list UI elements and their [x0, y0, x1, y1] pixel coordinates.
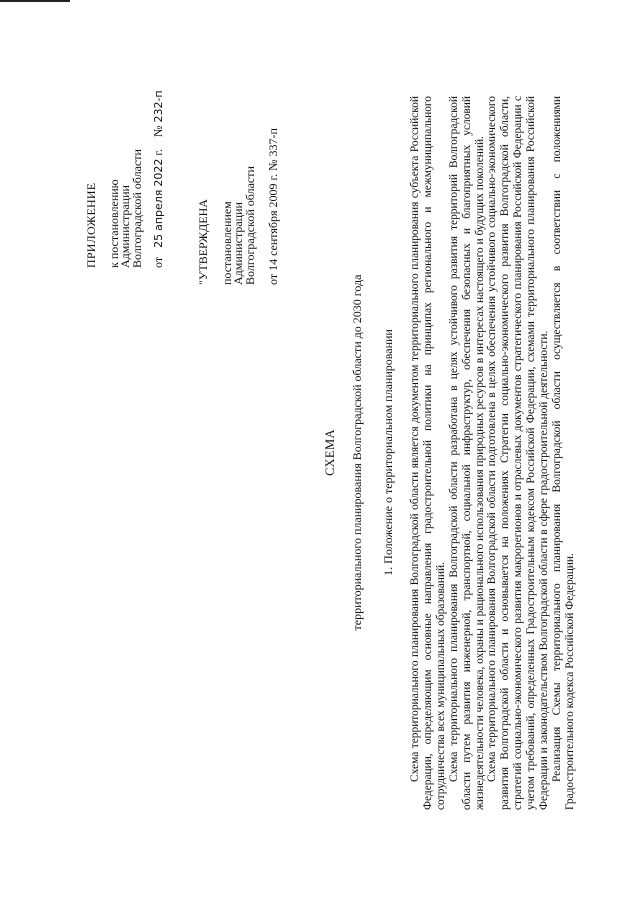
appendix-date-line	[150, 90, 165, 268]
approved-title: "УТВЕРЖДЕНА	[196, 199, 210, 285]
paragraph-1: Схема территориального планирования Волгоградской области является документом территориального планирования субъекта Российской Федерации, определяющим основные направления градостроительной политики на принципах регионального и межмуниципального сотрудничества всех муниципальных образований.	[409, 96, 447, 810]
approved-line-2: Администрации	[231, 202, 246, 285]
date-suffix: г.	[150, 148, 165, 156]
appendix-block	[86, 90, 164, 268]
document-title: СХЕМА	[323, 429, 337, 476]
approved-block	[198, 128, 279, 285]
section-heading: 1. Положение о территориальном планировании	[381, 329, 395, 576]
appendix-line-3: Волгоградской области	[129, 149, 144, 268]
date-prefix: от	[150, 256, 165, 268]
document-subtitle: территориального планирования Волгоградской области до 2030 года	[350, 274, 364, 631]
appendix-title: ПРИЛОЖЕНИЕ	[84, 182, 98, 268]
decree-number: 232-п	[151, 90, 165, 123]
date-year: 2022	[151, 158, 165, 187]
number-sign: №	[150, 125, 165, 137]
paragraph-3: Схема территориального планирования Волгоградской области подготовлена в целях обеспечения устойчивого социально-экономического развития Волгоградской области и основывается на положениях Стратегии социально-экономического развития Волгоградской области, стратегий социально-экономического развития макрорегионов и отраслевых документов стратегического планирования Российской Федерации с учетом требований, определенных Градостроительным кодексом Российской Федерации, схемами территориального планирования Российской Федерации и законодательством Волгоградской области в сфере градостроительной деятельности.	[486, 96, 551, 810]
appendix-line-1: к постановлению	[107, 179, 122, 268]
approved-line-3: Волгоградской области	[242, 166, 257, 285]
date-month: апреля	[151, 189, 165, 231]
date-day: 25	[151, 233, 165, 248]
approved-line-1: постановлением	[220, 201, 235, 285]
approved-date-line: от 14 сентября 2009 г. № 337-п	[265, 128, 280, 285]
appendix-line-2: Администрации	[118, 185, 133, 268]
paragraph-4: Реализация Схемы территориального планирования Волгоградской области осуществляется в соответствии с положениями Градостроительного кодекса Российской Федерации.	[550, 96, 576, 810]
paragraph-2: Схема территориального планирования Волгоградской области разработана в целях устойчивого развития территорий Волгоградской области путем развития инженерной, транспортной, социальной инфраструктур, обеспечения безопасных и благоприятных условий жизнедеятельности человека, охраны и рационального использования природных ресурсов в интересах настоящего и будущих поколений.	[447, 96, 486, 810]
document-body	[409, 96, 577, 810]
